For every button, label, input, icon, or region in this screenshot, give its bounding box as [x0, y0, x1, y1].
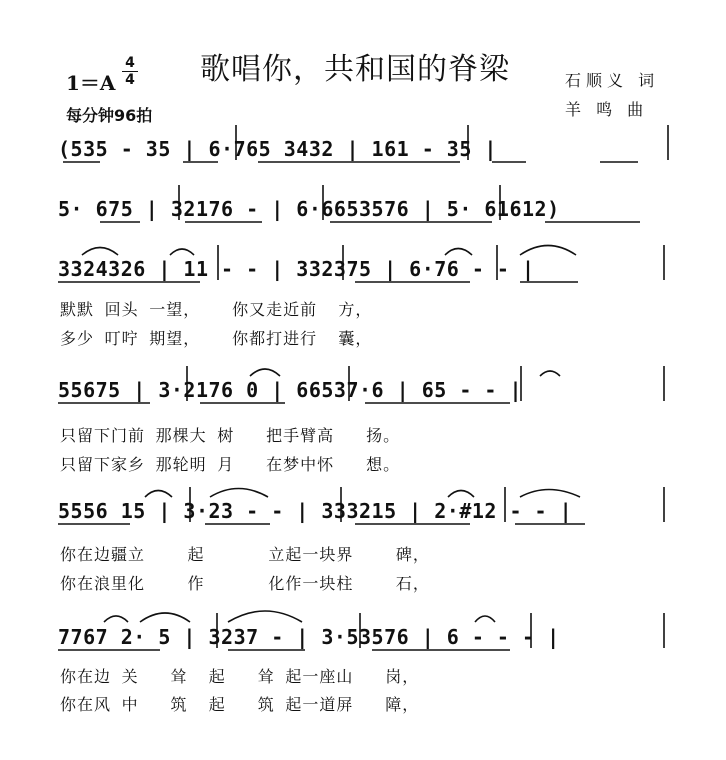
lyric-line-6-verse-2: 你在风 中 筑 起 筑 起一道屏 障， [60, 695, 420, 714]
score-line-1: (535 - 35 | 6·765 3432 | 161 - 35 | [58, 137, 497, 161]
tempo-marking: 每分钟96拍 [66, 106, 153, 125]
lyric-line-3-verse-2: 多少 叮咛 期望， 你都打进行 囊， [60, 329, 373, 348]
lyric-line-4-verse-2: 只留下家乡 那轮明 月 在梦中怀 想。 [60, 455, 401, 474]
lyric-line-3-verse-1: 默默 回头 一望， 你又走近前 方， [60, 300, 373, 319]
score-line-6: 7767 2· 5 | 3237 - | 3·53576 | 6 - - - | [58, 625, 560, 649]
score-line-2: 5· 675 | 32176 - | 6·6653576 | 5· 61612) [58, 197, 560, 221]
lyric-line-6-verse-1: 你在边 关 耸 起 耸 起一座山 岗， [60, 667, 420, 686]
time-signature-bottom: 4 [125, 72, 135, 88]
key-signature: 1＝A [66, 71, 116, 95]
composer-credit: 羊 鸣 曲 [565, 100, 649, 119]
lyric-line-5-verse-2: 你在浪里化 作 化作一块柱 石， [60, 574, 430, 593]
time-signature [122, 55, 138, 88]
score-line-4: 55675 | 3·2176 0 | 66537·6 | 65 - - | [58, 378, 523, 402]
lyricist-credit: 石顺义 词 [565, 71, 660, 90]
score-line-5: 5556 15 | 3·23 - - | 333215 | 2·#12 - - | [58, 499, 573, 523]
score-line-3: 3324326 | 11 - - | 332375 | 6·76 - - | [58, 257, 535, 281]
lyric-line-4-verse-1: 只留下门前 那棵大 树 把手臂高 扬。 [60, 426, 401, 445]
lyric-line-5-verse-1: 你在边疆立 起 立起一块界 碑， [60, 545, 430, 564]
time-signature-top: 4 [125, 55, 135, 71]
song-title: 歌唱你，共和国的脊梁 [200, 52, 510, 87]
